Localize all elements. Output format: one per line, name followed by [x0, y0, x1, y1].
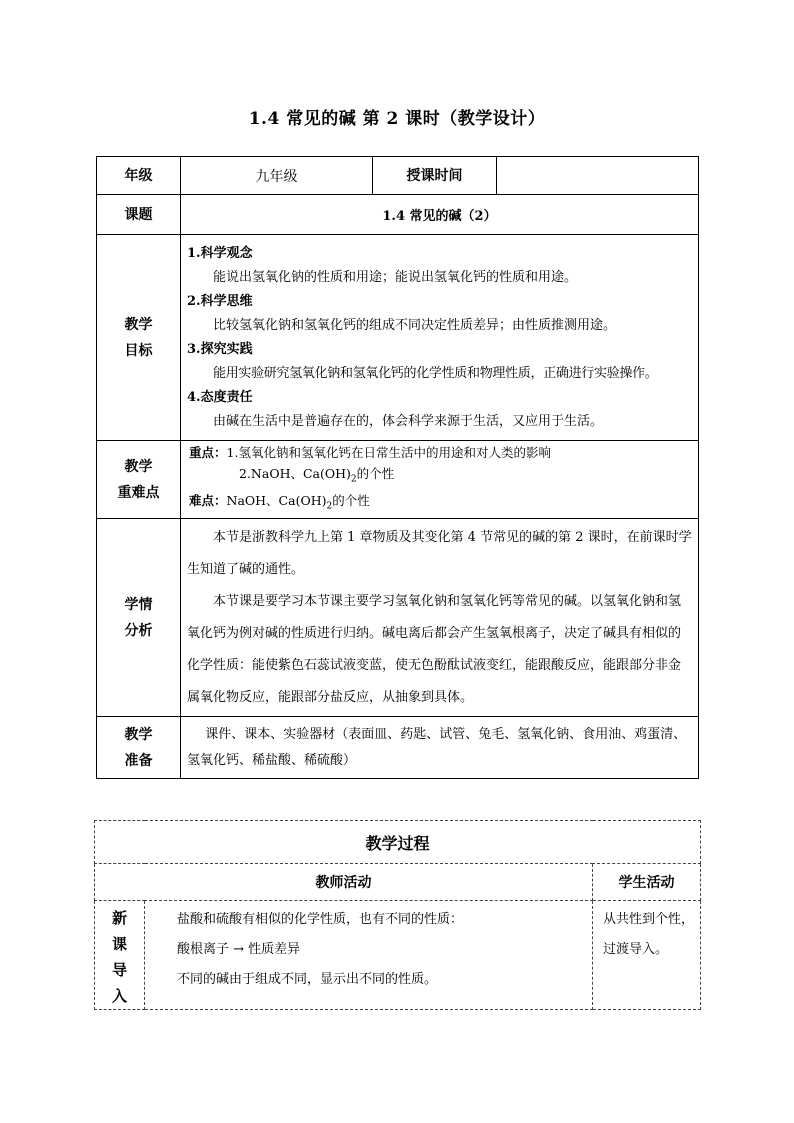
teacher-line: 盐酸和硫酸有相似的化学性质，也有不同的性质：: [177, 912, 464, 927]
grade-label: 年级: [97, 157, 181, 195]
stage-char: 课: [111, 935, 127, 953]
goals-row: [97, 235, 699, 441]
prep-label-line-2: 准备: [124, 752, 153, 769]
process-header-row: [95, 864, 701, 901]
goal-heading: 1.科学观念: [187, 245, 253, 261]
goal-text: 由碱在生活中是普遍存在的，体会科学来源于生活，又应用于生活。: [213, 413, 604, 429]
goals-label-line-2: 目标: [124, 342, 153, 359]
student-activity-header: 学生活动: [593, 864, 701, 901]
goal-text: 比较氢氧化钠和氢氧化钙的组成不同决定性质差异；由性质推测用途。: [213, 317, 617, 333]
analysis-content: [181, 519, 699, 717]
stage-label: [95, 901, 145, 1010]
stage-char: 新: [111, 909, 127, 927]
analysis-row: [97, 519, 699, 717]
lesson-info-table: [96, 156, 699, 779]
grade-row: [97, 157, 699, 195]
difficulty-formula: NaOH、Ca(OH): [226, 493, 327, 508]
topic-row: [97, 195, 699, 235]
prep-label-line-1: 教学: [124, 726, 153, 743]
stage-char: 入: [111, 987, 127, 1005]
key-points-label: [97, 441, 181, 519]
key-points-row: [97, 441, 699, 519]
key-point-line-1: [181, 442, 698, 463]
analysis-paragraph: 本节课是要学习本节课主要学习氢氧化钠和氢氧化钙等常见的碱。以氢氧化钠和氢氧化钙为例对碱的性质进行归纳。碱电离后都会产生氢氧根离子，决定了碱具有相似的化学性质：能使紫色石蕊试液变蓝，使无色酚酞试液变红，能跟酸反应，能跟部分非金属氧化物反应，能跟部分盐反应，从抽象到具体。: [187, 593, 682, 705]
student-activity: 从共性到个性，过渡导入。: [593, 901, 701, 1010]
grade-value: 九年级: [181, 157, 373, 195]
process-title-row: [95, 821, 701, 864]
key-label-line-1: 教学: [124, 458, 153, 475]
teaching-process-table: [94, 820, 701, 1010]
key-points-content: [181, 441, 699, 519]
prep-content: 课件、课本、实验器材（表面皿、药匙、试管、兔毛、氢氧化钠、食用油、鸡蛋清、氢氧化钙、稀盐酸、稀硫酸）: [181, 717, 699, 779]
difficulty-suffix: 的个性: [332, 493, 370, 508]
goals-content: [181, 235, 699, 441]
goal-heading: 2.科学思维: [187, 293, 253, 309]
time-label: 授课时间: [373, 157, 497, 195]
teacher-line: 酸根离子 → 性质差异: [177, 942, 301, 957]
teacher-activity-header: 教师活动: [95, 864, 593, 901]
topic-label: 课题: [97, 195, 181, 235]
key-points-heading: 重点：: [189, 444, 227, 460]
difficulty-subscript: 2: [326, 501, 333, 512]
teacher-activity: [145, 901, 593, 1010]
prep-label: [97, 717, 181, 779]
process-title: 教学过程: [95, 821, 701, 864]
goal-text: 能说出氢氧化钠的性质和用途；能说出氢氧化钙的性质和用途。: [213, 269, 578, 285]
analysis-label-line-2: 分析: [124, 622, 153, 639]
analysis-label-line-1: 学情: [124, 596, 153, 613]
difficulty-heading: 难点：: [189, 493, 227, 508]
stage-char: 导: [111, 961, 127, 979]
goal-text: 能用实验研究氢氧化钠和氢氧化钙的化学性质和物理性质，正确进行实验操作。: [213, 365, 658, 381]
goal-heading: 3.探究实践: [187, 341, 253, 357]
intro-stage-row: [95, 901, 701, 1010]
topic-value: 1.4 常见的碱（2）: [181, 195, 699, 235]
key-point-2-formula: 2.NaOH、Ca(OH): [239, 465, 351, 481]
analysis-paragraph: 本节是浙教科学九上第 1 章物质及其变化第 4 节常见的碱的第 2 课时，在前课时学生知道了碱的通性。: [187, 529, 692, 577]
key-point-2-suffix: 的个性: [356, 465, 395, 481]
time-value: [497, 157, 699, 195]
goals-label: [97, 235, 181, 441]
key-point-2-subscript: 2: [350, 474, 357, 484]
document-title: 1.4 常见的碱 第 2 课时（教学设计）: [248, 109, 546, 129]
difficulty-line: [181, 490, 698, 518]
teacher-line: 不同的碱由于组成不同，显示出不同的性质。: [177, 972, 438, 987]
goals-label-line-1: 教学: [124, 316, 153, 333]
prep-row: [97, 717, 699, 779]
analysis-label: [97, 519, 181, 717]
key-point-1: 1.氢氧化钠和氢氧化钙在日常生活中的用途和对人类的影响: [226, 444, 551, 460]
key-label-line-2: 重难点: [117, 484, 160, 501]
goal-heading: 4.态度责任: [187, 389, 253, 405]
key-point-line-2: [181, 463, 698, 491]
